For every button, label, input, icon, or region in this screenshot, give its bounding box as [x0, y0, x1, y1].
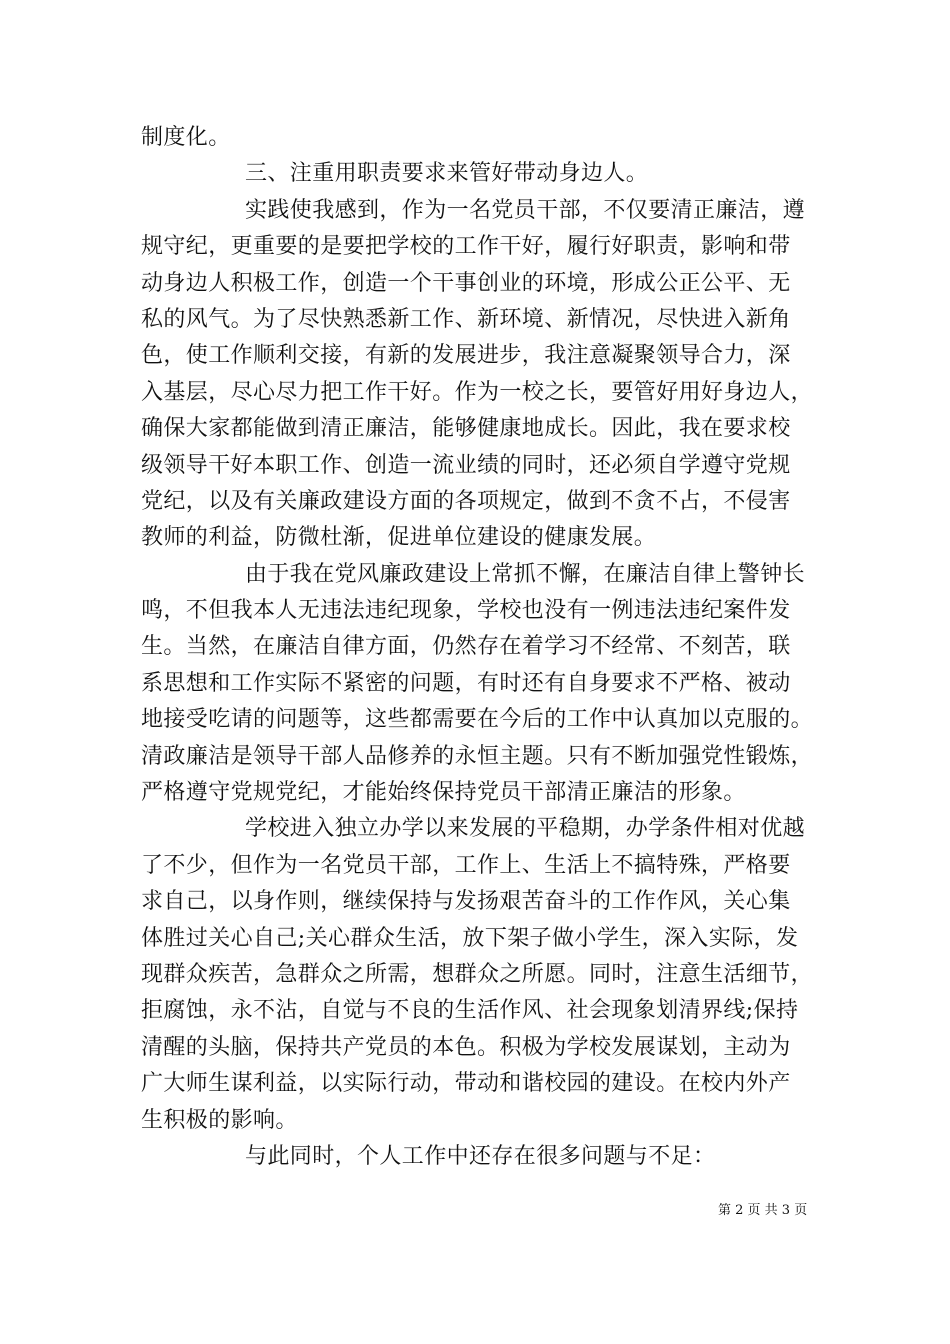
text-line: 现群众疾苦，急群众之所需，想群众之所愿。同时，注意生活细节，	[141, 961, 814, 987]
text-line: 教师的利益，防微杜渐，促进单位建设的健康发展。	[141, 525, 657, 551]
paragraph-first-line: 与此同时，个人工作中还存在很多问题与不足：	[245, 1143, 716, 1169]
text-line: 级领导干好本职工作、创造一流业绩的同时，还必须自学遵守党规	[141, 452, 791, 478]
text-line: 鸣，不但我本人无违法违纪现象，学校也没有一例违法违纪案件发	[141, 598, 791, 624]
text-line: 清政廉洁是领导干部人品修养的永恒主题。只有不断加强党性锻炼，	[141, 743, 814, 769]
text-line: 系思想和工作实际不紧密的问题，有时还有自身要求不严格、被动	[141, 670, 791, 696]
text-line: 私的风气。为了尽快熟悉新工作、新环境、新情况，尽快进入新角	[141, 306, 791, 332]
document-body	[141, 120, 821, 1175]
text-line: 党纪，以及有关廉政建设方面的各项规定，做到不贪不占，不侵害	[141, 488, 791, 514]
paragraph-first-line: 由于我在党风廉政建设上常抓不懈，在廉洁自律上警钟长	[245, 561, 806, 587]
text-line: 入基层，尽心尽力把工作干好。作为一校之长，要管好用好身边人，	[141, 379, 814, 405]
text-line: 生积极的影响。	[141, 1107, 298, 1133]
text-line: 动身边人积极工作，创造一个干事创业的环境，形成公正公平、无	[141, 270, 791, 296]
text-line: 拒腐蚀，永不沾，自觉与不良的生活作风、社会现象划清界线;保持	[141, 998, 799, 1024]
page-number: 第 2 页 共 3 页	[718, 1203, 808, 1218]
text-line: 严格遵守党规党纪，才能始终保持党员干部清正廉洁的形象。	[141, 780, 746, 806]
text-line: 色，使工作顺利交接，有新的发展进步，我注意凝聚领导合力，深	[141, 343, 791, 369]
text-line: 确保大家都能做到清正廉洁，能够健康地成长。因此，我在要求校	[141, 416, 791, 442]
section-heading: 三、注重用职责要求来管好带动身边人。	[245, 161, 649, 187]
text-line: 地接受吃请的问题等，这些都需要在今后的工作中认真加以克服的。	[141, 707, 814, 733]
text-line: 制度化。	[141, 125, 231, 150]
text-line: 清醒的头脑，保持共产党员的本色。积极为学校发展谋划，主动为	[141, 1034, 791, 1060]
text-line: 生。当然，在廉洁自律方面，仍然存在着学习不经常、不刻苦，联	[141, 634, 791, 660]
text-line: 了不少，但作为一名党员干部，工作上、生活上不搞特殊，严格要	[141, 852, 791, 878]
text-line: 规守纪，更重要的是要把学校的工作干好，履行好职责，影响和带	[141, 234, 791, 260]
paragraph-first-line: 实践使我感到，作为一名党员干部，不仅要清正廉洁，遵	[245, 197, 806, 223]
text-line: 广大师生谋利益，以实际行动，带动和谐校园的建设。在校内外产	[141, 1071, 791, 1097]
text-line: 体胜过关心自己;关心群众生活，放下架子做小学生，深入实际，发	[141, 925, 799, 951]
paragraph-first-line: 学校进入独立办学以来发展的平稳期，办学条件相对优越	[245, 816, 806, 842]
text-line: 求自己，以身作则，继续保持与发扬艰苦奋斗的工作作风，关心集	[141, 889, 791, 915]
